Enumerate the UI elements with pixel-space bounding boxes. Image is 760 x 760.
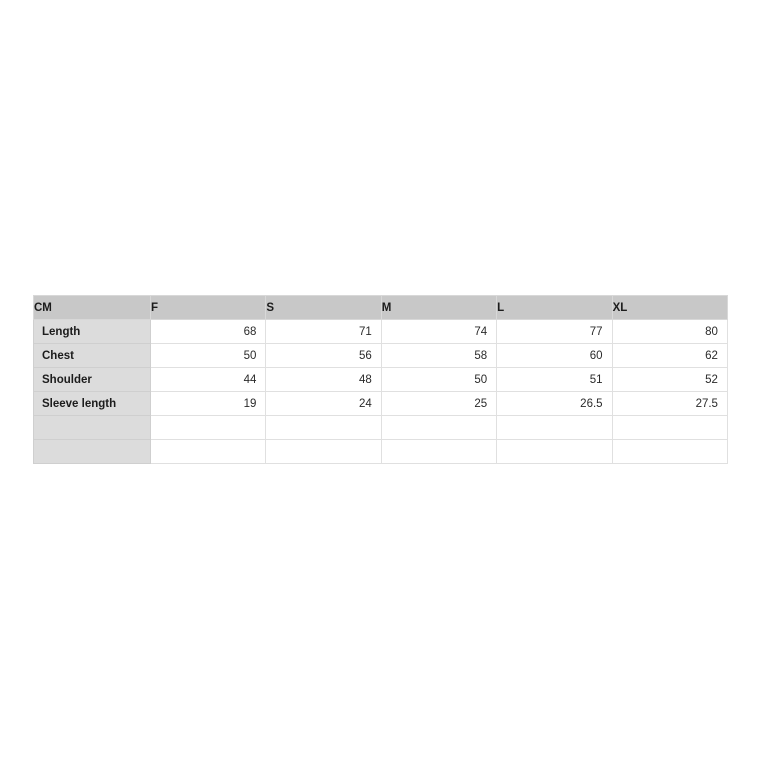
column-header-f: F	[151, 296, 266, 320]
cell-empty-2-l	[497, 440, 612, 464]
cell-empty-1-s	[266, 416, 381, 440]
column-header-m: M	[381, 296, 496, 320]
row-label-empty-2	[34, 440, 151, 464]
cell-sleeve-length-xl: 27.5	[612, 392, 727, 416]
cell-sleeve-length-m: 25	[381, 392, 496, 416]
cell-shoulder-l: 51	[497, 368, 612, 392]
row-label-length: Length	[34, 320, 151, 344]
cell-shoulder-m: 50	[381, 368, 496, 392]
size-chart-table	[33, 295, 728, 464]
cell-chest-xl: 62	[612, 344, 727, 368]
cell-shoulder-s: 48	[266, 368, 381, 392]
cell-length-m: 74	[381, 320, 496, 344]
cell-empty-2-xl	[612, 440, 727, 464]
table-header	[34, 296, 728, 320]
cell-empty-1-m	[381, 416, 496, 440]
cell-empty-1-xl	[612, 416, 727, 440]
table-row	[34, 368, 728, 392]
cell-empty-2-f	[151, 440, 266, 464]
cell-chest-l: 60	[497, 344, 612, 368]
cell-shoulder-xl: 52	[612, 368, 727, 392]
cell-sleeve-length-f: 19	[151, 392, 266, 416]
table-row	[34, 440, 728, 464]
cell-chest-s: 56	[266, 344, 381, 368]
row-label-chest: Chest	[34, 344, 151, 368]
column-header-s: S	[266, 296, 381, 320]
header-row	[34, 296, 728, 320]
cell-sleeve-length-s: 24	[266, 392, 381, 416]
cell-sleeve-length-l: 26.5	[497, 392, 612, 416]
row-label-sleeve-length: Sleeve length	[34, 392, 151, 416]
cell-length-s: 71	[266, 320, 381, 344]
row-label-empty-1	[34, 416, 151, 440]
table-row	[34, 416, 728, 440]
cell-length-f: 68	[151, 320, 266, 344]
cell-empty-2-s	[266, 440, 381, 464]
cell-length-xl: 80	[612, 320, 727, 344]
cell-empty-2-m	[381, 440, 496, 464]
cell-chest-f: 50	[151, 344, 266, 368]
cell-shoulder-f: 44	[151, 368, 266, 392]
column-header-xl: XL	[612, 296, 727, 320]
row-label-shoulder: Shoulder	[34, 368, 151, 392]
table-row	[34, 320, 728, 344]
cell-chest-m: 58	[381, 344, 496, 368]
cell-empty-1-f	[151, 416, 266, 440]
size-chart-container	[33, 295, 727, 464]
column-header-unit: CM	[34, 296, 151, 320]
table-row	[34, 392, 728, 416]
table-row	[34, 344, 728, 368]
cell-empty-1-l	[497, 416, 612, 440]
column-header-l: L	[497, 296, 612, 320]
cell-length-l: 77	[497, 320, 612, 344]
table-body	[34, 320, 728, 464]
